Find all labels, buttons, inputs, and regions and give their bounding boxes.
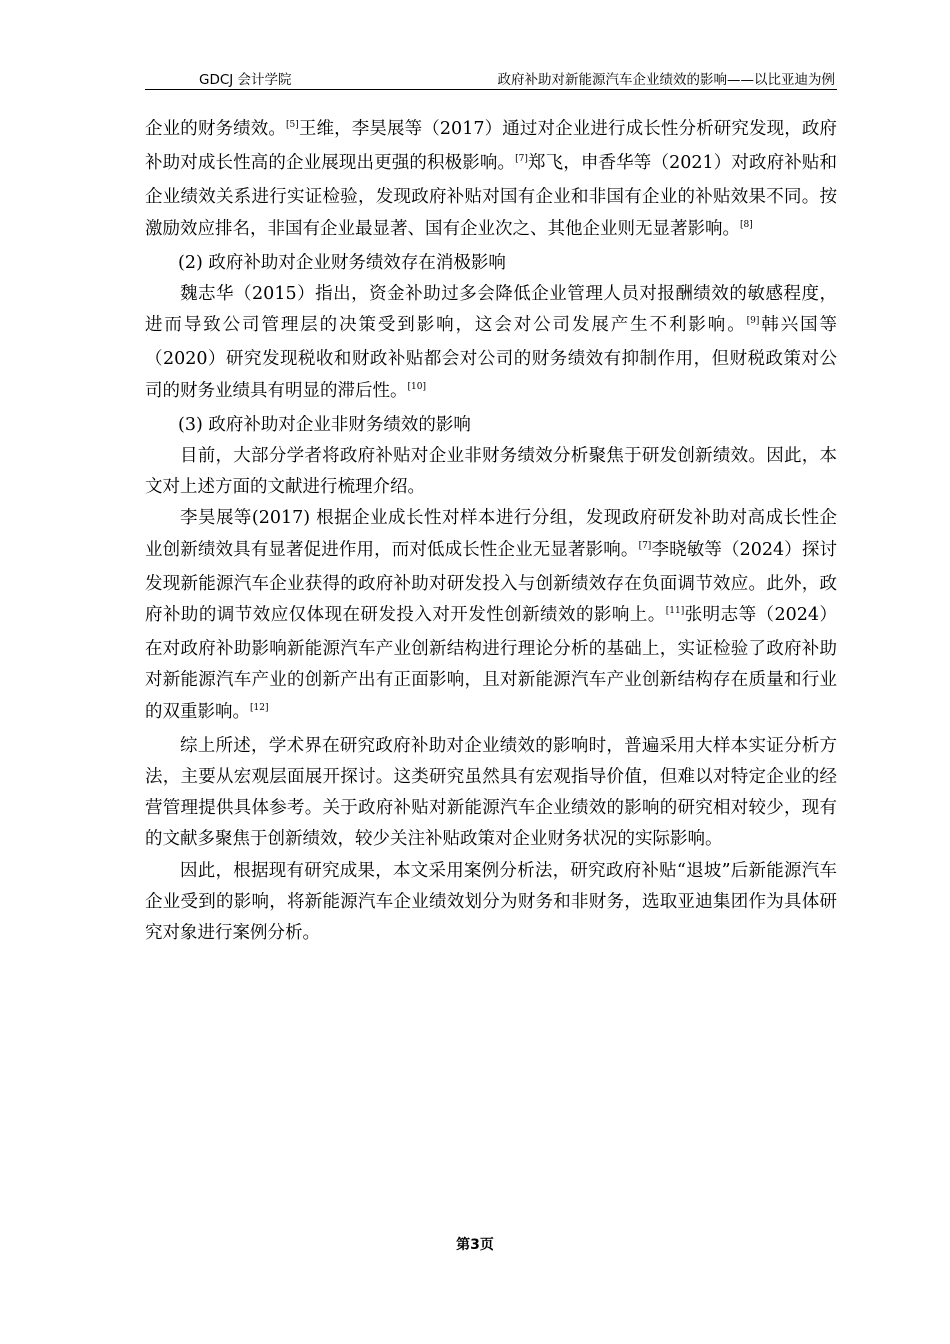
paragraph-4	[145, 503, 837, 730]
paragraph-5: 综上所述，学术界在研究政府补助对企业绩效的影响时，普遍采用大样本实证分析方法，主要从宏观层面展开探讨。这类研究虽然具有宏观指导价值，但难以对特定企业的经营管理提供具体参考。关于政府补贴对新能源汽车企业绩效的影响的研究相对较少，现有的文献多聚焦于创新绩效，较少关注补贴政策对企业财务状况的实际影响。	[145, 735, 837, 850]
text: 魏志华（2015）指出，资金补助过多会降低企业管理人员对报酬绩效的敏感程度，进而导致公司管理层的决策受到影响，这会对公司发展产生不利影响。	[145, 284, 837, 336]
text: 李晓敏等（2024）探讨发现新能源汽车企业获得的政府补助对研发投入与创新绩效存在负面调节效应。此外，政府补助的调节效应仅体现在研发投入对开发性创新绩效的影响上。	[145, 539, 837, 626]
citation: [10]	[407, 381, 426, 392]
text: 企业的财务绩效。	[145, 119, 287, 139]
text: 郑飞，申香华等（2021）对政府补贴和企业绩效关系进行实证检验，发现政府补贴对国有企业和非国有企业的补贴效果不同。按激励效应排名，非国有企业最显著、国有企业次之、其他企业则无显著影响。	[145, 153, 837, 239]
header-title: 政府补助对新能源汽车企业绩效的影响——以比亚迪为例	[497, 72, 835, 88]
citation: [8]	[740, 219, 753, 230]
section-heading-3: (3) 政府补助对企业非财务绩效的影响	[178, 414, 471, 435]
citation: [7]	[638, 540, 652, 551]
citation: [12]	[250, 702, 269, 713]
citation: [5]	[286, 120, 299, 130]
text: 韩兴国等（2020）研究发现税收和财政补贴都会对公司的财务绩效有抑制作用，但财税政策对公司的财务业绩具有明显的滞后性。	[145, 315, 838, 401]
section-heading-2: (2) 政府补助对企业财务绩效存在消极影响	[178, 252, 506, 273]
citation: [11]	[665, 606, 685, 617]
document-body	[145, 114, 837, 949]
paragraph-2	[145, 279, 837, 410]
paragraph-3: 目前，大部分学者将政府补贴对企业非财务绩效分析聚焦于研发创新绩效。因此，本文对上述方面的文献进行梳理介绍。	[145, 446, 837, 498]
paragraph-1	[145, 114, 837, 248]
text: 李昊展等(2017) 根据企业成长性对样本进行分组，发现政府研发补助对高成长性企业创新绩效具有显著促进作用，而对低成长性企业无显著影响。	[145, 508, 837, 560]
citation: [9]	[746, 316, 760, 327]
page-header	[145, 66, 837, 88]
text: 张明志等（2024）在对政府补助影响新能源汽车产业创新结构进行理论分析的基础上，实证检验了政府补助对新能源汽车产业的创新产出有正面影响，且对新能源汽车产业创新结构存在质量和行业的双重影响。	[145, 605, 837, 722]
paragraph-6: 因此，根据现有研究成果，本文采用案例分析法，研究政府补贴“退坡”后新能源汽车企业受到的影响，将新能源汽车企业绩效划分为财务和非财务，选取亚迪集团作为具体研究对象进行案例分析。	[145, 860, 837, 944]
citation: [7]	[515, 154, 528, 165]
header-school: GDCJ 会计学院	[199, 72, 292, 88]
header-rule	[145, 89, 837, 90]
text: 王维，李昊展等（2017）通过对企业进行成长性分析研究发现，政府补助对成长性高的企业展现出更强的积极影响。	[145, 119, 838, 174]
page-number: 第3页	[456, 1237, 494, 1253]
